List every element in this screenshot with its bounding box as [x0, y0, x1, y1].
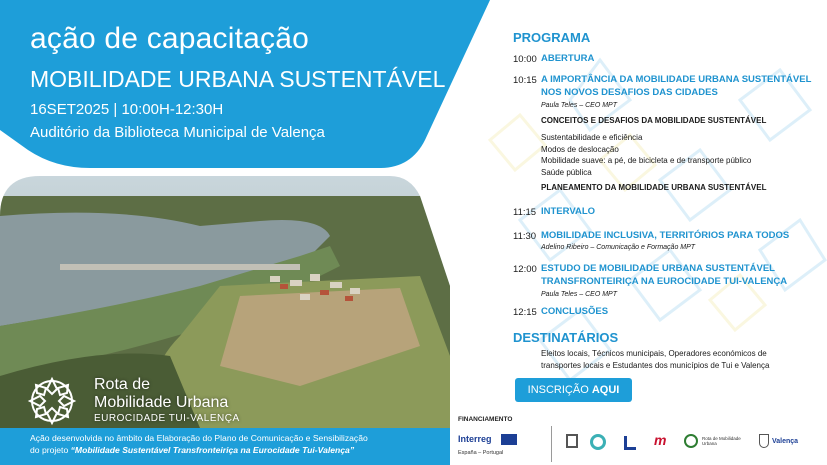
rota-mobilidade-logo-text: Rota de Mobilidade Urbana EUROCIDADE TUI-VALENÇA: [94, 376, 240, 424]
topic: Mobilidade suave: a pé, de bicicleta e de transporte público: [541, 156, 752, 165]
mpt-logo-icon: m: [654, 432, 667, 448]
partner-logo-icon: [590, 434, 606, 450]
eu-flag-icon: [501, 434, 517, 445]
funding-label: FINANCIAMENTO: [458, 416, 513, 423]
program-subheading: CONCEITOS E DESAFIOS DA MOBILIDADE SUSTENTÁVEL: [541, 116, 767, 125]
program-item-study: ESTUDO DE MOBILIDADE URBANA SUSTENTÁVEL: [541, 263, 775, 274]
program-subheading: PLANEAMENTO DA MOBILIDADE URBANA SUSTENTÁVEL: [541, 183, 767, 192]
partner-logo-icon: [624, 436, 636, 450]
event-place: Auditório da Biblioteca Municipal de Valença: [30, 124, 325, 141]
topic: Sustentabilidade e eficiência: [541, 133, 643, 142]
funding-logos: Interreg España – Portugal m Rota de Mobilidade Urbana Valença: [456, 426, 821, 462]
recipients-text: Eleitos locais, Técnicos municipais, Operadores económicos de: [541, 349, 767, 358]
speaker: Adelino Ribeiro – Comunicação e Formação MPT: [541, 244, 696, 251]
program-item-conclusions: CONCLUSÕES: [541, 306, 609, 317]
divider: [551, 426, 552, 462]
event-type: ação de capacitação: [30, 22, 310, 55]
project-note-bar: Ação desenvolvida no âmbito da Elaboração do Plano de Comunicação e Sensibilização do projeto “Mobilidade Sustentável Transfronteiriça na Eurocidade Tui-Valença”: [0, 428, 450, 465]
rota-logo-text: Rota de Mobilidade Urbana: [702, 436, 741, 446]
event-header: [0, 0, 490, 172]
program-item-inclusive: MOBILIDADE INCLUSIVA, TERRITÓRIOS PARA TODOS: [541, 230, 790, 241]
recipients-title: DESTINATÁRIOS: [513, 330, 619, 345]
topic: Modos de deslocação: [541, 144, 619, 154]
program-title: PROGRAMA: [513, 30, 591, 45]
valenca-logo-text: Valença: [772, 438, 799, 445]
speaker: Paula Teles – CEO MPT: [541, 102, 617, 109]
speaker: Paula Teles – CEO MPT: [541, 291, 617, 298]
partner-logo-icon: [566, 434, 578, 448]
program-item-importance: A IMPORTÂNCIA DA MOBILIDADE URBANA SUSTENTÁVEL: [541, 74, 812, 85]
rota-logo-icon: [684, 434, 698, 448]
event-date: 16SET2025 | 10:00H-12:30H: [30, 101, 224, 118]
event-title: MOBILIDADE URBANA SUSTENTÁVEL: [30, 66, 446, 92]
topic: Saúde pública: [541, 167, 592, 177]
program-item-opening: ABERTURA: [541, 53, 595, 64]
rota-mobilidade-logo-icon: [22, 374, 82, 428]
signup-button[interactable]: INSCRIÇÃO AQUI: [515, 378, 632, 402]
program-item-break: INTERVALO: [541, 206, 596, 217]
valenca-crest-icon: [759, 434, 769, 448]
interreg-logo: Interreg: [458, 434, 492, 444]
